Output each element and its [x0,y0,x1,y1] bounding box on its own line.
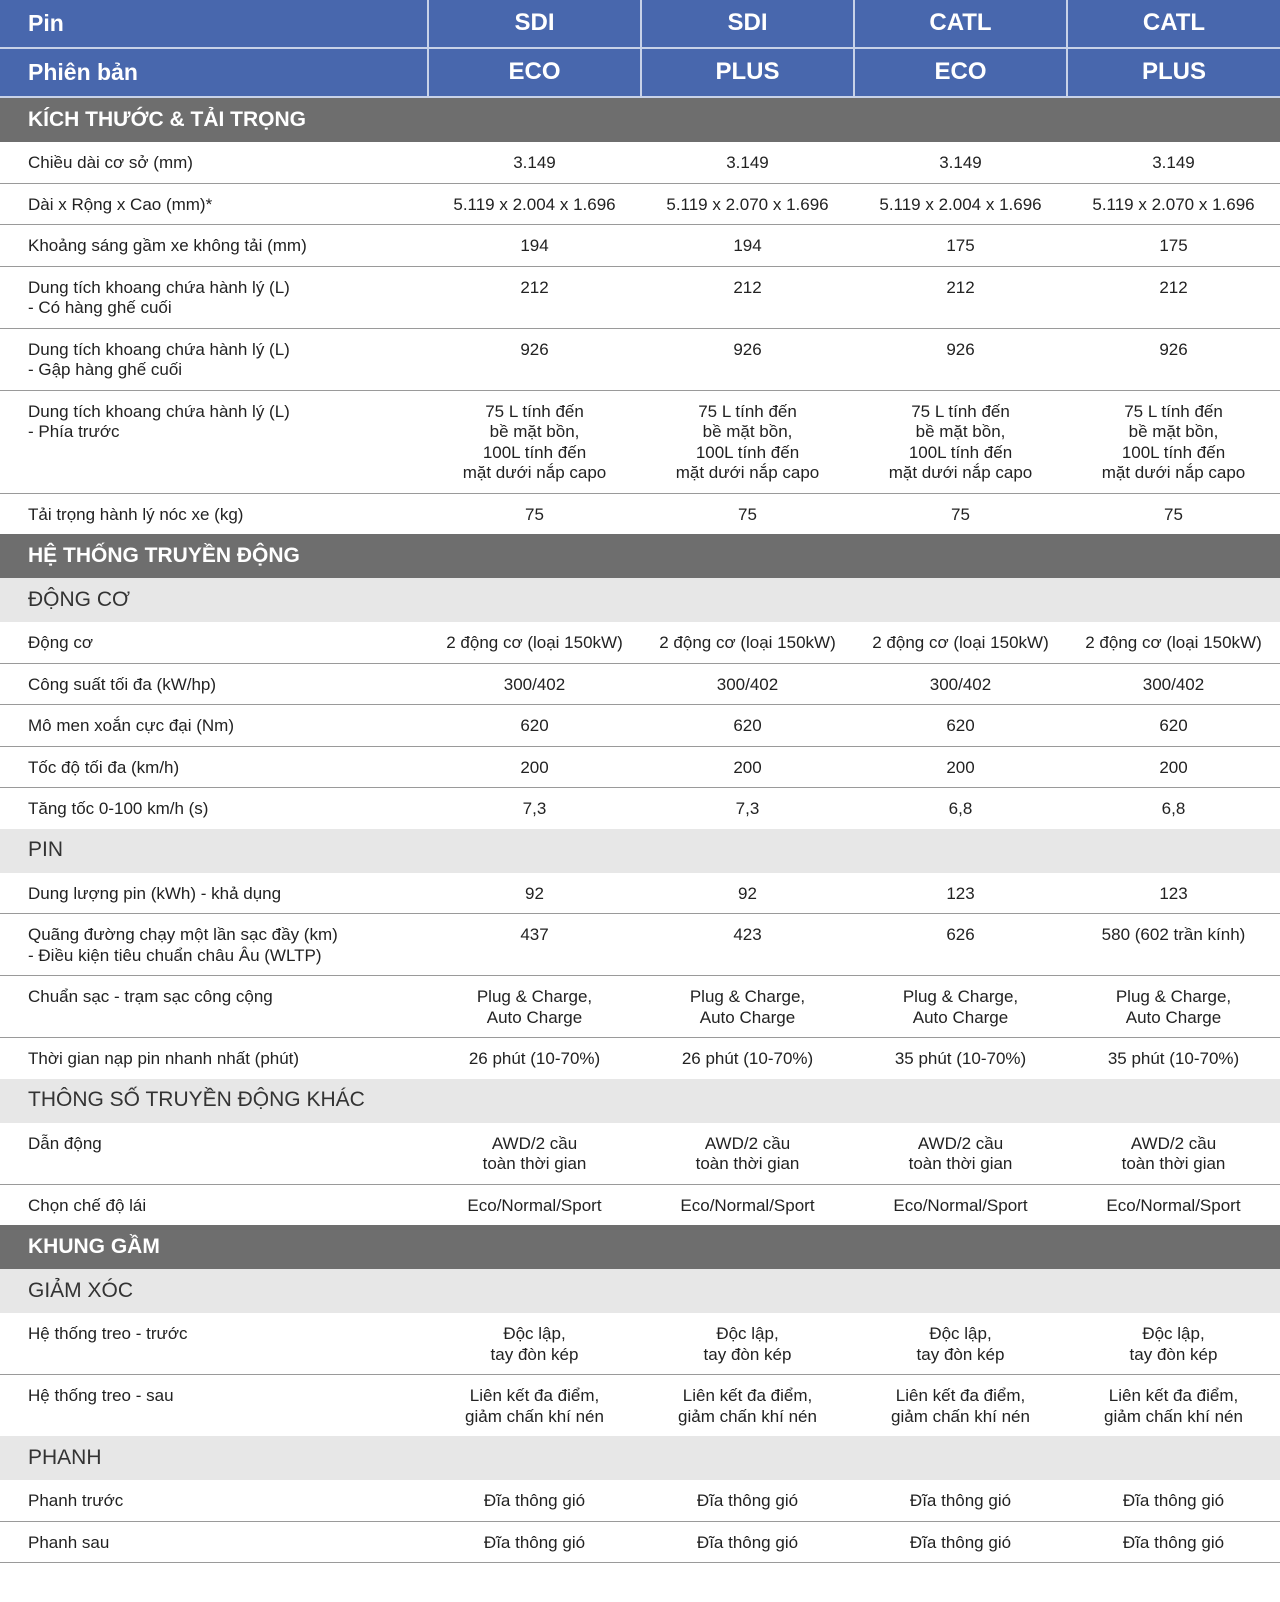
spec-value: Liên kết đa điểm, giảm chấn khí nén [678,1386,817,1426]
spec-value: 5.119 x 2.070 x 1.696 [1067,183,1280,225]
section-dimensions-title: KÍCH THƯỚC & TẢI TRỌNG [0,97,1280,142]
spec-value: Plug & Charge, Auto Charge [428,976,641,1038]
spec-value: 580 (602 trần kính) [1067,914,1280,976]
section-chassis [0,1225,1280,1269]
spec-value: 26 phút (10-70%) [681,1049,814,1068]
spec-value: 175 [1067,225,1280,267]
spec-row [0,493,1280,534]
spec-value: 437 [428,914,641,976]
subsection-suspension [0,1269,1280,1313]
spec-value: Độc lập, tay đòn kép [428,1313,641,1375]
subsection-other-drivetrain-title: THÔNG SỐ TRUYỀN ĐỘNG KHÁC [0,1079,1280,1123]
spec-value: AWD/2 cầu toàn thời gian [854,1123,1067,1185]
spec-value: Liên kết đa điểm, giảm chấn khí nén [891,1386,1030,1426]
spec-value: 3.149 [1067,142,1280,183]
spec-value: Độc lập, tay đòn kép [854,1313,1067,1375]
spec-value: 123 [1067,873,1280,914]
spec-value: 3.149 [641,142,854,183]
spec-value: 300/402 [854,663,1067,705]
spec-value: 194 [428,225,641,267]
spec-value: 200 [641,746,854,788]
spec-value: 2 động cơ (loại 150kW) [428,622,641,663]
spec-value: 5.119 x 2.004 x 1.696 [854,183,1067,225]
spec-row [0,622,1280,663]
header-row-pin [0,0,1280,48]
spec-label: Chiều dài cơ sở (mm) [0,142,428,183]
spec-value: 300/402 [641,663,854,705]
spec-value: 3.149 [428,142,641,183]
column-pin: CATL [1067,0,1280,48]
pin-label: Pin [0,0,428,48]
spec-value: Độc lập, tay đòn kép [641,1313,854,1375]
spec-value: 620 [641,705,854,747]
spec-value: 300/402 [428,663,641,705]
spec-value: 626 [854,914,1067,976]
section-drivetrain-title: HỆ THỐNG TRUYỀN ĐỘNG [0,534,1280,578]
spec-row [0,225,1280,267]
spec-row [0,183,1280,225]
spec-row [0,1521,1280,1563]
spec-value: Đĩa thông gió [641,1521,854,1563]
column-version: ECO [854,48,1067,97]
spec-value: Plug & Charge, Auto Charge [854,976,1067,1038]
spec-label: Dung tích khoang chứa hành lý (L) - Gập hàng ghế cuối [0,328,428,390]
spec-row [0,873,1280,914]
spec-row [0,663,1280,705]
spec-value: 7,3 [522,799,547,818]
column-version: ECO [428,48,641,97]
column-version: PLUS [641,48,854,97]
column-pin: SDI [641,0,854,48]
spec-row [0,1313,1280,1375]
spec-label: Thời gian nạp pin nhanh nhất (phút) [28,1049,300,1068]
column-version: PLUS [1067,48,1280,97]
subsection-suspension-title: GIẢM XÓC [0,1269,1280,1313]
spec-value: 92 [428,873,641,914]
spec-row [0,266,1280,328]
spec-value: Đĩa thông gió [428,1480,641,1521]
section-dimensions [0,97,1280,142]
subsection-other-drivetrain [0,1079,1280,1123]
spec-value: 26 phút (10-70%) [468,1049,601,1068]
subsection-battery [0,829,1280,873]
spec-value: 175 [854,225,1067,267]
column-pin: SDI [428,0,641,48]
spec-value: 6,8 [1161,799,1186,818]
spec-value: AWD/2 cầu toàn thời gian [428,1123,641,1185]
spec-row [0,1375,1280,1437]
spec-label: Dài x Rộng x Cao (mm)* [0,183,428,225]
spec-value: 75 [525,504,544,524]
spec-label: Dung tích khoang chứa hành lý (L) - Phía trước [0,390,428,493]
section-drivetrain [0,534,1280,578]
spec-value: 300/402 [1067,663,1280,705]
spec-value: 3.149 [854,142,1067,183]
spec-row [0,746,1280,788]
spec-value: AWD/2 cầu toàn thời gian [641,1123,854,1185]
spec-label: Mô men xoắn cực đại (Nm) [0,705,428,747]
spec-value: 123 [854,873,1067,914]
spec-value: 620 [1067,705,1280,747]
spec-label: Chọn chế độ lái [28,1195,147,1215]
spec-label: Quãng đường chạy một lần sạc đầy (km) - Điều kiện tiêu chuẩn châu Âu (WLTP) [0,914,428,976]
spec-row [0,1038,1280,1079]
spec-value: 194 [641,225,854,267]
spec-value: 212 [1067,266,1280,328]
spec-label: Tốc độ tối đa (km/h) [0,746,428,788]
spec-value: Eco/Normal/Sport [893,1195,1028,1215]
spec-value: 200 [1067,746,1280,788]
subsection-engine [0,578,1280,622]
spec-value: 75 L tính đến bề mặt bồn, 100L tính đến mặt dưới nắp capo [854,390,1067,493]
spec-value: 212 [428,266,641,328]
spec-value: 5.119 x 2.004 x 1.696 [428,183,641,225]
spec-value: 926 [854,328,1067,390]
spec-label: Dung tích khoang chứa hành lý (L) - Có hàng ghế cuối [0,266,428,328]
spec-value: 75 L tính đến bề mặt bồn, 100L tính đến mặt dưới nắp capo [641,390,854,493]
spec-label: Hệ thống treo - sau [28,1386,174,1405]
spec-value: 35 phút (10-70%) [1107,1049,1240,1068]
spec-value: 212 [854,266,1067,328]
spec-row [0,1480,1280,1521]
spec-label: Phanh sau [0,1521,428,1563]
spec-row [0,142,1280,183]
spec-value: Đĩa thông gió [1067,1480,1280,1521]
spec-label: Phanh trước [0,1480,428,1521]
spec-value: 75 [1164,504,1183,524]
spec-label: Tăng tốc 0-100 km/h (s) [28,799,209,818]
spec-value: 7,3 [735,799,760,818]
header-row-version [0,48,1280,97]
spec-value: 423 [641,914,854,976]
subsection-engine-title: ĐỘNG CƠ [0,578,1280,622]
version-label: Phiên bản [0,48,428,97]
spec-value: 2 động cơ (loại 150kW) [854,622,1067,663]
spec-value: 75 L tính đến bề mặt bồn, 100L tính đến mặt dưới nắp capo [1067,390,1280,493]
subsection-battery-title: PIN [0,829,1280,873]
spec-label: Dung lượng pin (kWh) - khả dụng [0,873,428,914]
spec-label: Dẫn động [0,1123,428,1185]
spec-value: 620 [428,705,641,747]
spec-value: Đĩa thông gió [854,1480,1067,1521]
spec-value: Plug & Charge, Auto Charge [1067,976,1280,1038]
spec-value: 75 [738,504,757,524]
spec-row [0,705,1280,747]
spec-value: 5.119 x 2.070 x 1.696 [641,183,854,225]
spec-value: Đĩa thông gió [854,1521,1067,1563]
spec-label: Khoảng sáng gầm xe không tải (mm) [0,225,428,267]
spec-value: Plug & Charge, Auto Charge [641,976,854,1038]
spec-row [0,328,1280,390]
spec-label: Tải trọng hành lý nóc xe (kg) [28,504,244,524]
spec-value: 2 động cơ (loại 150kW) [1067,622,1280,663]
section-chassis-title: KHUNG GẦM [0,1225,1280,1269]
spec-value: Eco/Normal/Sport [1106,1195,1241,1215]
spec-value: 212 [641,266,854,328]
spec-label: Công suất tối đa (kW/hp) [0,663,428,705]
spec-label: Hệ thống treo - trước [0,1313,428,1375]
spec-row [0,1184,1280,1225]
spec-label: Động cơ [0,622,428,663]
spec-value: 200 [428,746,641,788]
spec-value: 6,8 [948,799,973,818]
spec-label: Chuẩn sạc - trạm sạc công cộng [0,976,428,1038]
spec-value: Liên kết đa điểm, giảm chấn khí nén [465,1386,604,1426]
spec-row [0,976,1280,1038]
spec-row [0,390,1280,493]
spec-value: 620 [854,705,1067,747]
spec-value: 35 phút (10-70%) [894,1049,1027,1068]
spec-value: Eco/Normal/Sport [680,1195,815,1215]
spec-value: AWD/2 cầu toàn thời gian [1067,1123,1280,1185]
spec-value: 92 [641,873,854,914]
spec-value: 75 [951,504,970,524]
spec-value: 200 [854,746,1067,788]
spec-value: Đĩa thông gió [1067,1521,1280,1563]
column-pin: CATL [854,0,1067,48]
subsection-brakes [0,1436,1280,1480]
spec-value: Đĩa thông gió [428,1521,641,1563]
spec-value: Đĩa thông gió [641,1480,854,1521]
spec-value: Độc lập, tay đòn kép [1067,1313,1280,1375]
spec-value: 926 [1067,328,1280,390]
spec-value: 926 [641,328,854,390]
spec-value: Eco/Normal/Sport [467,1195,602,1215]
spec-value: Liên kết đa điểm, giảm chấn khí nén [1104,1386,1243,1426]
spec-value: 926 [428,328,641,390]
spec-row [0,1123,1280,1185]
spec-row [0,914,1280,976]
subsection-brakes-title: PHANH [0,1436,1280,1480]
spec-row [0,788,1280,829]
spec-value: 75 L tính đến bề mặt bồn, 100L tính đến mặt dưới nắp capo [428,390,641,493]
spec-value: 2 động cơ (loại 150kW) [641,622,854,663]
